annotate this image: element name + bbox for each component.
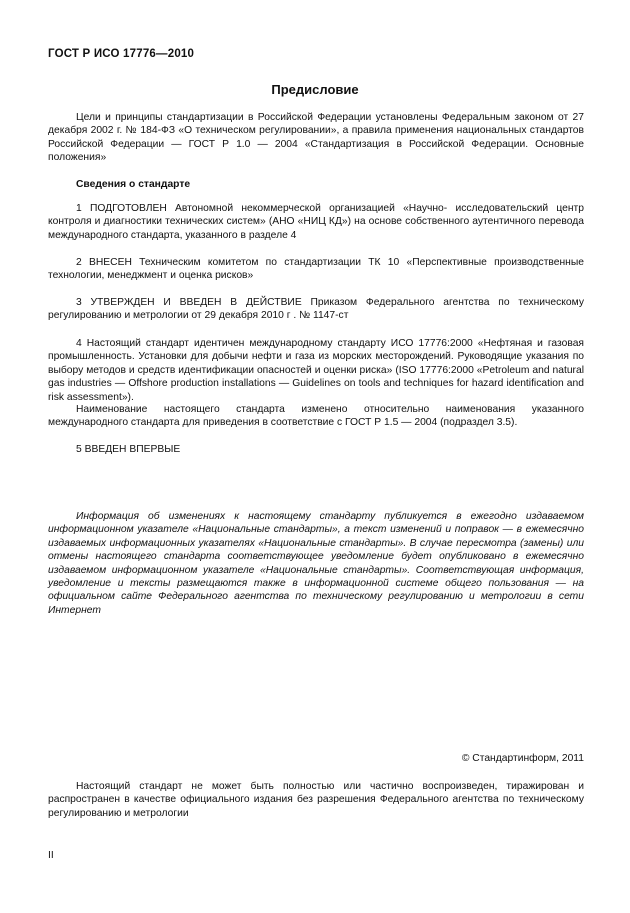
item-introduced: 2 ВНЕСЕН Техническим комитетом по стандартизации ТК 10 «Перспективные производственные технологии, менеджмент и оценка рисков»: [48, 257, 584, 282]
item-identical: 4 Настоящий стандарт идентичен международному стандарту ИСО 17776:2000 «Нефтяная и газовая промышленность. Установки для добычи нефти и газа из морских месторождений. Руководящие указания по выбору методов и средств идентификации опасностей и оценки риска» (ISO 17776:2000 «Petroleum and natural gas industries — Offshore production installations — Guidelines on tools and techniques for hazard identification and risk assessment»).: [48, 338, 584, 403]
page-number: II: [48, 850, 54, 861]
item-prepared: 1 ПОДГОТОВЛЕН Автономной некоммерческой организацией «Научно- исследовательский центр контроля и диагностики технических систем» (АНО «НИЦ КД») на основе собственного аутентичного перевода международного стандарта, указанного в разделе 4: [48, 203, 584, 241]
item-approved: 3 УТВЕРЖДЕН И ВВЕДЕН В ДЕЙСТВИЕ Приказом Федерального агентства по техническому регулированию и метрологии от 29 декабря 2010 г . № 1147-ст: [48, 297, 584, 322]
standard-info-heading: Сведения о стандарте: [76, 179, 191, 190]
reproduction-notice: Настоящий стандарт не может быть полностью или частично воспроизведен, тиражирован и распространен в качестве официального издания без разрешения Федерального агентства по техническому регулированию и метрологии: [48, 781, 584, 819]
standard-code-header: ГОСТ Р ИСО 17776—2010: [48, 48, 195, 60]
item-name-changed: Наименование настоящего стандарта изменено относительно наименования указанного международного стандарта для приведения в соответствие с ГОСТ Р 1.5 — 2004 (подраздел 3.5).: [48, 404, 584, 429]
intro-paragraph: Цели и принципы стандартизации в Российской Федерации установлены Федеральным законом от 27 декабря 2002 г. № 184-ФЗ «О техническом регулировании», а правила применения национальных стандартов Российской Федерации — ГОСТ Р 1.0 — 2004 «Стандартизация в Российской Федерации. Основные положения»: [48, 112, 584, 164]
page-title: Предисловие: [271, 82, 359, 97]
item-first-introduced: 5 ВВЕДЕН ВПЕРВЫЕ: [76, 444, 181, 455]
changes-notice: Информация об изменениях к настоящему стандарту публикуется в ежегодно издаваемом информационном указателе «Национальные стандарты», а текст изменений и поправок — в ежемесячно издаваемых информационных указателях «Национальные стандарты». В случае пересмотра (замены) или отмены настоящего стандарта соответствующее уведомление будет опубликовано в ежемесячно издаваемом информационном указателе «Национальные стандарты». Соответствующая информация, уведомление и тексты размещаются также в информационной системе общего пользования — на официальном сайте Федерального агентства по техническому регулированию и метрологии в сети Интернет: [48, 511, 584, 616]
copyright-line: © Стандартинформ, 2011: [461, 753, 584, 764]
